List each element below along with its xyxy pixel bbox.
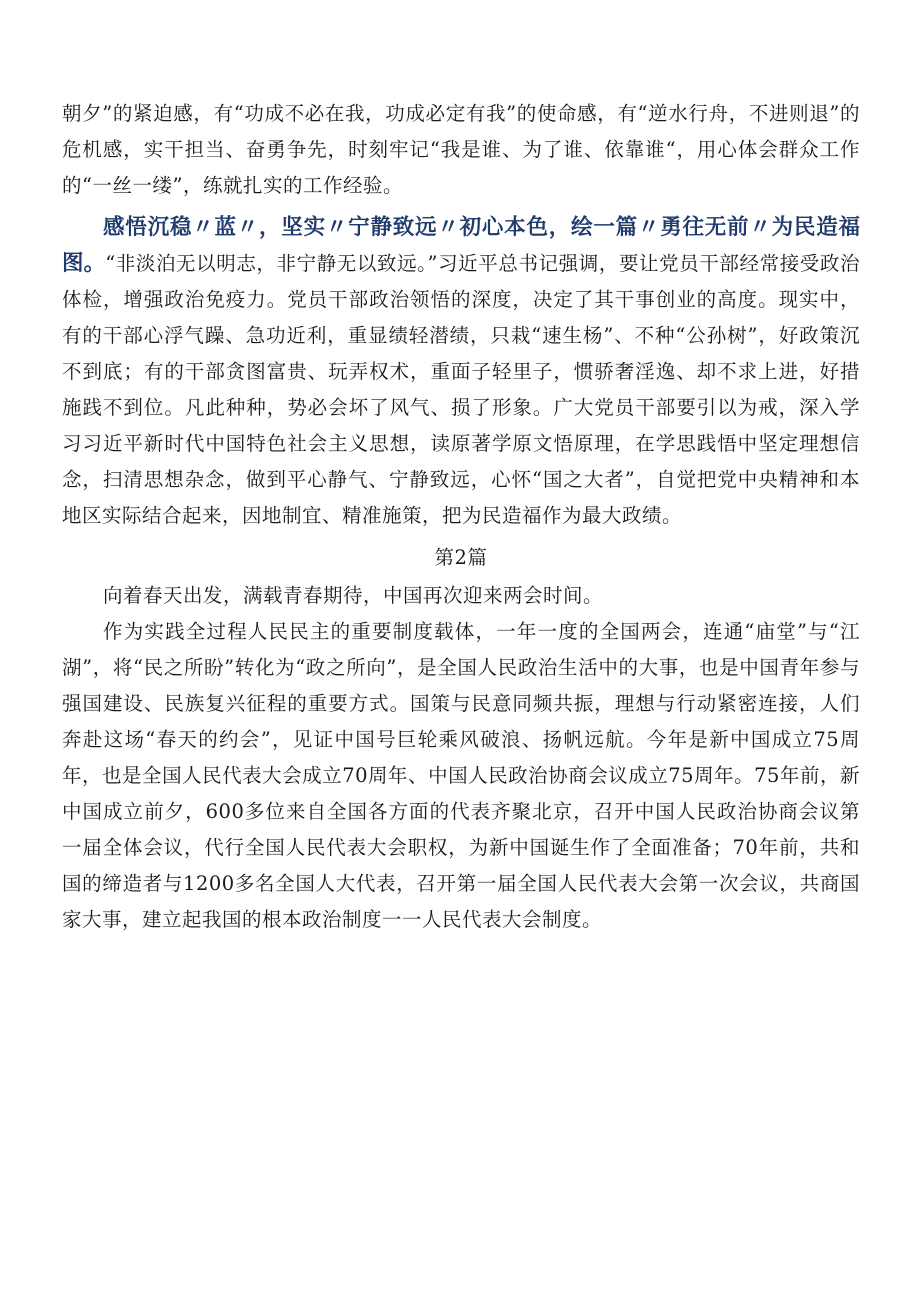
paragraph-intro: 向着春天出发，满载青春期待，中国再次迎来两会时间。	[103, 584, 604, 607]
document-page	[62, 96, 860, 938]
paragraph-continuation: 朝夕”的紧迫感，有“功成不必在我，功成必定有我”的使命感，有“逆水行舟，不进则退”的危机感，实干担当、奋勇争先，时刻牢记“我是谁、为了谁、依靠谁“，用心体会群众工作的“一丝一缕”，练就扎实的工作经验。	[62, 102, 860, 197]
paragraph-heading: 感悟沉稳〃蓝〃，坚实〃宁静致远〃初心本色，绘一篇〃勇往无前〃为民造福图。	[62, 215, 860, 276]
paragraph-with-heading	[62, 210, 860, 534]
paragraph-main: 作为实践全过程人民民主的重要制度载体，一年一度的全国两会，连通“庙堂”与“江湖”，将“民之所盼”转化为“政之所向”，是全国人民政治生活中的大事，也是中国青年参与强国建设、民族复兴征程的重要方式。国策与民意同频共振，理想与行动紧密连接，人们奔赴这场“春天的约会”，见证中国号巨轮乘风破浪、扬帆远航。今年是新中国成立75周年，也是全国人民代表大会成立70周年、中国人民政治协商会议成立75周年。75年前，新中国成立前夕，600多位来自全国各方面的代表齐聚北京，召开中国人民政治协商会议第一届全体会议，代行全国人民代表大会职权，为新中国诞生作了全面准备；70年前，共和国的缔造者与1200多名全国人大代表，召开第一届全国人民代表大会第一次会议，共商国家大事，建立起我国的根本政治制度一一人民代表大会制度。	[62, 620, 860, 931]
paragraph-body: “非淡泊无以明志，非宁静无以致远。”习近平总书记强调，要让党员干部经常接受政治体检，增强政治免疫力。党员干部政治领悟的深度，决定了其干事创业的高度。现实中，有的干部心浮气躁、急功近利，重显绩轻潜绩，只栽“速生杨”、不种“公孙树”，好政策沉不到底；有的干部贪图富贵、玩弄权术，重面子轻里子，惯骄奢淫逸、却不求上进，好措施践不到位。凡此种种，势必会坏了风气、损了形象。广大党员干部要引以为戒，深入学习习近平新时代中国特色社会主义思想，读原著学原文悟原理，在学思践悟中坚定理想信念，扫清思想杂念，做到平心静气、宁静致远，心怀“国之大者”，自觉把党中央精神和本地区实际结合起来，因地制宜、精准施策，把为民造福作为最大政绩。	[62, 252, 860, 527]
section-title: 第2篇	[434, 546, 488, 569]
